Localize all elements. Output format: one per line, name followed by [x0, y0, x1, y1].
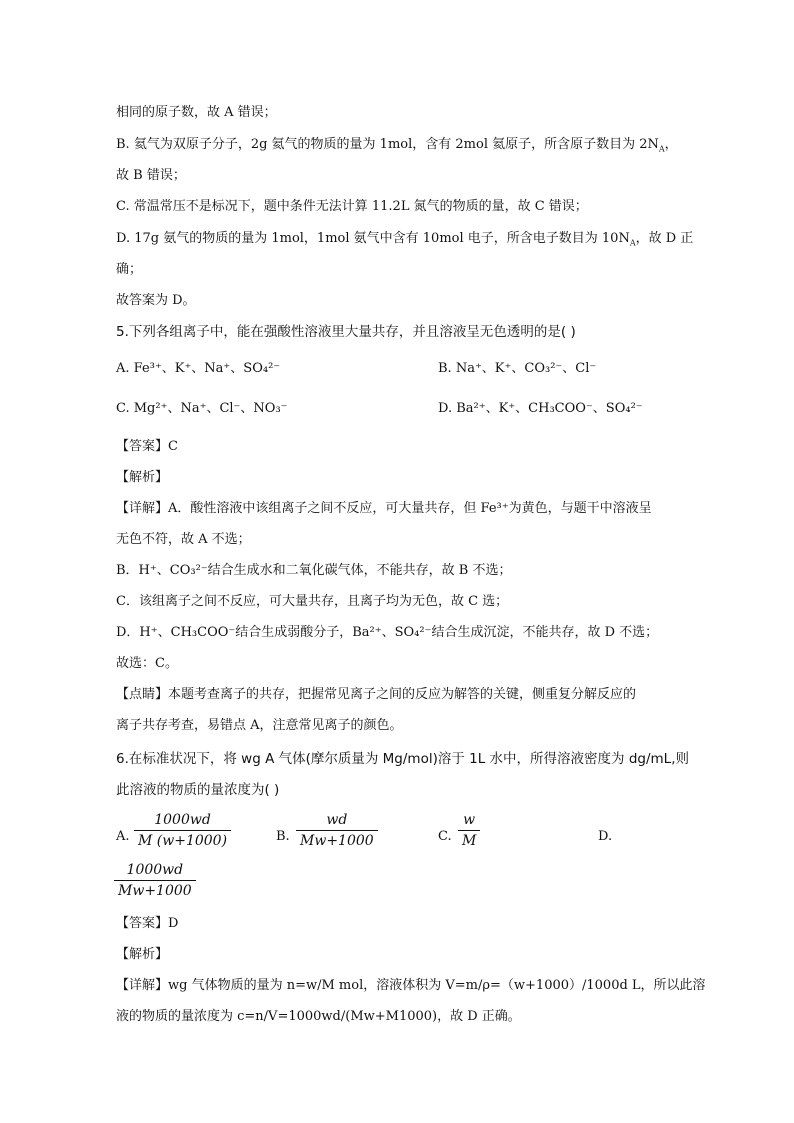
analysis-label: 【解析】 [116, 947, 169, 962]
text-line: 确； [116, 262, 143, 277]
fraction-bar [134, 830, 231, 831]
option-b: B. Na⁺、K⁺、CO₃²⁻、Cl⁻ [438, 361, 597, 376]
fraction-bar [114, 880, 196, 881]
fraction-a [134, 812, 231, 849]
option-c-label: C. [438, 829, 452, 844]
detail-line: 【详解】A．酸性溶液中该组离子之间不反应，可大量共存，但 Fe³⁺为黄色，与题干中溶液呈 [116, 501, 652, 516]
text-line [116, 230, 693, 248]
detail-line: D．H⁺、CH₃COO⁻结合生成弱酸分子，Ba²⁺、SO₄²⁻结合生成沉淀，不能共存，故 D 不选； [116, 625, 659, 640]
text-span: ，故 D 正 [635, 231, 694, 246]
numerator: w [463, 812, 476, 828]
fraction-c [458, 812, 480, 849]
subscript: A [658, 144, 665, 154]
detail-line: B．H⁺、CO₃²⁻结合生成水和二氧化碳气体，不能共存，故 B 不选； [116, 563, 512, 578]
text-line: 故 B 错误； [116, 168, 186, 183]
option-a-label: A. [116, 829, 130, 844]
numerator: 1000wd [154, 812, 211, 828]
fraction-bar [296, 830, 378, 831]
question-5-stem: 5.下列各组离子中，能在强酸性溶液里大量共存，并且溶液呈无色透明的是( ) [116, 324, 576, 340]
analysis-label: 【解析】 [116, 470, 169, 485]
text-line: 相同的原子数，故 A 错误； [116, 105, 277, 120]
detail-line: C．该组离子之间不反应，可大量共存，且离子均为无色，故 C 选； [116, 594, 509, 609]
text-span: D. 17g 氨气的物质的量为 1mol，1mol 氨气中含有 10mol 电子，所含电子数目为 10N [116, 231, 630, 246]
denominator: M [462, 833, 477, 849]
text-span: ， [664, 137, 678, 152]
option-a: A. Fe³⁺、K⁺、Na⁺、SO₄²⁻ [116, 361, 281, 376]
text-line: C. 常温常压不是标况下，题中条件无法计算 11.2L 氮气的物质的量，故 C 错误； [116, 199, 588, 214]
option-d: D. Ba²⁺、K⁺、CH₃COO⁻、SO₄²⁻ [438, 401, 643, 416]
denominator: Mw+1000 [300, 833, 374, 849]
answer-label: 【答案】C [116, 439, 178, 454]
question-6-stem: 6.在标准状况下，将 wg A 气体(摩尔质量为 Mg/mol)溶于 1L 水中，所得溶液密度为 dg/mL,则 [116, 751, 689, 767]
denominator: Mw+1000 [118, 883, 192, 899]
subscript: A [629, 238, 636, 248]
option-d-label: D. [598, 829, 613, 844]
text-span: B. 氦气为双原子分子，2g 氦气的物质的量为 1mol，含有 2mol 氦原子，所含原子数目为 2N [116, 137, 659, 152]
detail-line: 故选：C。 [116, 656, 178, 671]
text-line [116, 136, 678, 154]
tip-line: 离子共存考查，易错点 A，注意常见离子的颜色。 [116, 718, 403, 733]
answer-label: 【答案】D [116, 916, 179, 931]
numerator: 1000wd [126, 862, 184, 878]
detail-line: 液的物质的量浓度为 c=n/V=1000wd/(Mw+M1000)，故 D 正确。 [116, 1009, 521, 1024]
option-c: C. Mg²⁺、Na⁺、Cl⁻、NO₃⁻ [116, 401, 288, 416]
question-6-stem: 此溶液的物质的量浓度为( ) [116, 782, 280, 798]
text-line: 故答案为 D。 [116, 293, 196, 308]
detail-line: 【详解】wg 气体物质的量为 n=w/M mol，溶液体积为 V=m/ρ=（w+1000）/1000d L，所以此溶 [116, 978, 706, 993]
option-b-label: B. [276, 829, 290, 844]
denominator: M (w+1000) [138, 833, 228, 849]
fraction-bar [458, 830, 480, 831]
tip-line: 【点睛】本题考查离子的共存，把握常见离子之间的反应为解答的关键，侧重复分解反应的 [116, 687, 637, 702]
fraction-d [114, 862, 196, 899]
detail-line: 无色不符，故 A 不选； [116, 532, 251, 547]
numerator: wd [326, 812, 348, 828]
fraction-b [296, 812, 378, 849]
